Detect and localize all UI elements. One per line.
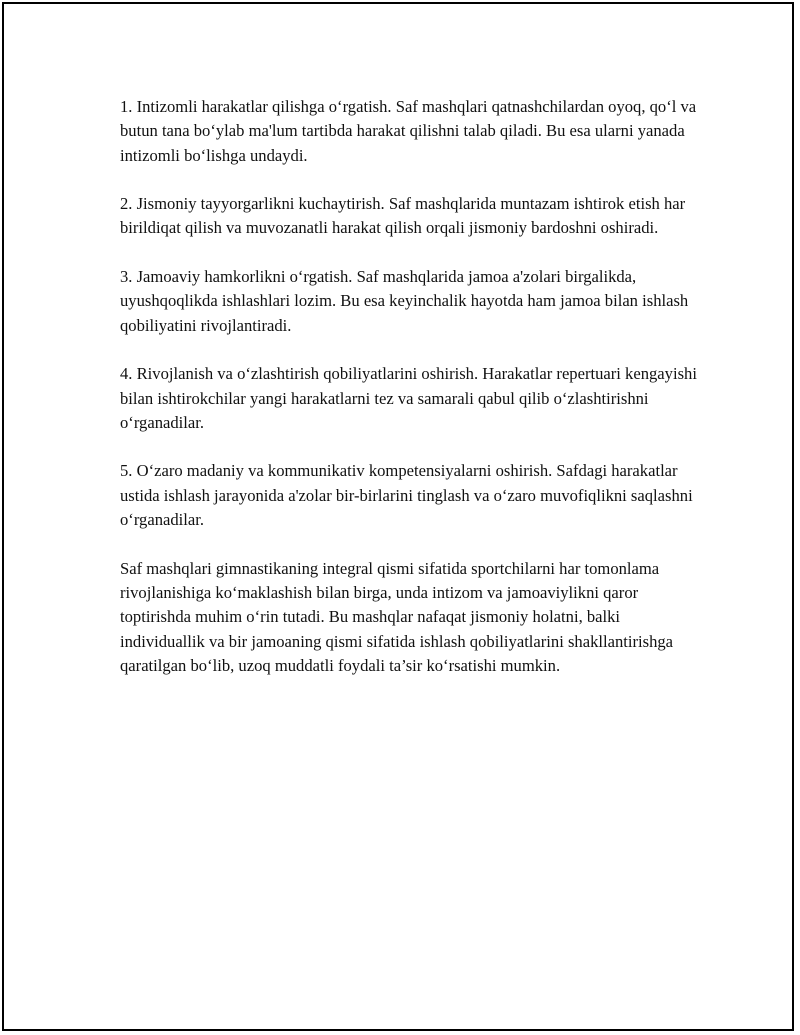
list-item-5: 5. O‘zaro madaniy va kommunikativ kompetensiyalarni oshirish. Safdagi harakatlar ustida ishlash jarayonida a'zolar bir-birlarini tinglash va o‘zaro muvofiqlikni saqlashni o‘rganadilar. <box>120 461 693 530</box>
list-item-3: 3. Jamoaviy hamkorlikni o‘rgatish. Saf mashqlarida jamoa a'zolari birgalikda, uyushqoqlikda ishlashlari lozim. Bu esa keyinchalik hayotda ham jamoa bilan ishlash qobiliyatini rivojlantiradi. <box>120 267 689 335</box>
list-item-4: 4. Rivojlanish va o‘zlashtirish qobiliyatlarini oshirish. Harakatlar repertuari kengayishi bilan ishtirokchilar yangi harakatlarni tez va samarali qabul qilib o‘zlashtirishni o‘rganadilar. <box>120 364 697 432</box>
document-body <box>120 95 700 702</box>
summary-paragraph: Saf mashqlari gimnastikaning integral qismi sifatida sportchilarni har tomonlama rivojlanishiga ko‘maklashish bilan birga, unda intizom va jamoaviylikni qaror toptirishda muhim o‘rin tutadi. Bu mashqlar nafaqat jismoniy holatni, balki individuallik va bir jamoaning qismi sifatida ishlash qobiliyatlarini shakllantirishga qaratilgan bo‘lib, uzoq muddatli foydali ta’sir ko‘rsatishi mumkin. <box>120 558 674 675</box>
list-item-1: 1. Intizomli harakatlar qilishga o‘rgatish. Saf mashqlari qatnashchilardan oyoq, qo‘l va butun tana bo‘ylab ma'lum tartibda harakat qilishni talab qiladi. Bu esa ularni yanada intizomli bo‘lishga undaydi. <box>120 97 697 165</box>
page-frame <box>2 2 794 1031</box>
list-item-2: 2. Jismoniy tayyorgarlikni kuchaytirish. Saf mashqlarida muntazam ishtirok etish har birildiqat qilish va muvozanatli harakat qilish orqali jismoniy bardoshni oshiradi. <box>120 194 686 238</box>
